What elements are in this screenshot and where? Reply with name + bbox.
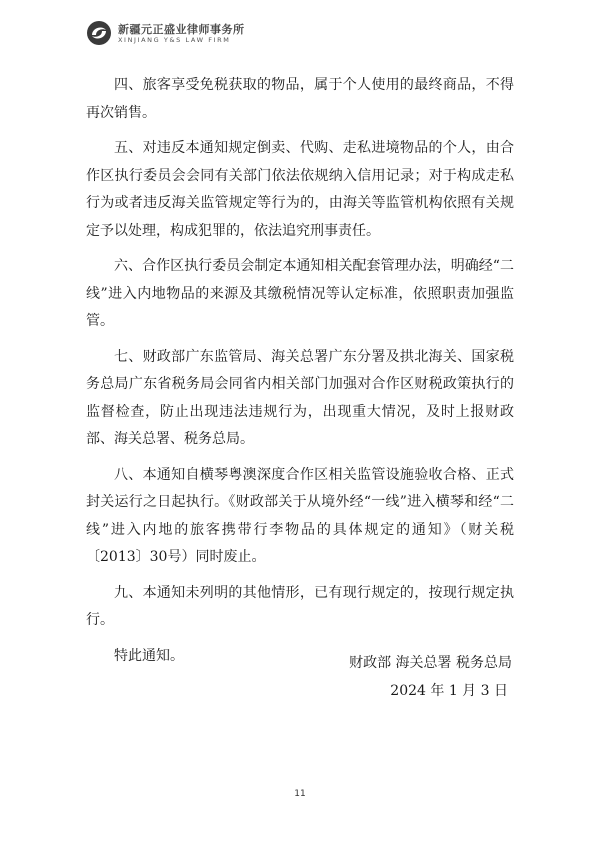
firm-name: 新疆元正盛业律师事务所 <box>118 23 245 36</box>
letterhead <box>86 18 386 50</box>
document-body <box>86 72 514 670</box>
swirl-logo-icon <box>86 20 112 46</box>
paragraph-4: 四、旅客享受免税获取的物品，属于个人使用的最终商品，不得再次销售。 <box>86 77 514 121</box>
paragraph-5: 五、对违反本通知规定倒卖、代购、走私进境物品的个人，由合作区执行委员会会同有关部门依法依规纳入信用记录；对于构成走私行为或者违反海关监管规定等行为的，由海关等监管机构依照有关规定予以处理，构成犯罪的，依法追究刑事责任。 <box>86 140 514 239</box>
paragraph-6: 六、合作区执行委员会制定本通知相关配套管理办法，明确经“二线”进入内地物品的来源及其缴税情况等认定标准，依照职责加强监管。 <box>86 258 514 329</box>
issuing-authorities: 财政部 海关总署 税务总局 <box>349 655 512 671</box>
paragraph-8: 八、本通知自横琴粤澳深度合作区相关监管设施验收合格、正式封关运行之日起执行。《财政部关于从境外经“一线”进入横琴和经“二线”进入内地的旅客携带行李物品的具体规定的通知》（财关税〔2013〕30号）同时废止。 <box>86 466 514 565</box>
paragraph-7: 七、财政部广东监管局、海关总署广东分署及拱北海关、国家税务总局广东省税务局会同省内相关部门加强对合作区财税政策执行的监督检查，防止出现违法违规行为，出现重大情况，及时上报财政部、海关总署、税务总局。 <box>86 348 514 447</box>
closing-notice: 特此通知。 <box>114 647 184 664</box>
page-number: 11 <box>294 789 306 799</box>
firm-name-english: XINJIANG Y&S LAW FIRM <box>118 36 231 44</box>
paragraph-9: 九、本通知未列明的其他情形，已有现行规定的，按现行规定执行。 <box>86 584 514 628</box>
issue-date: 2024 年 1 月 3 日 <box>390 683 508 699</box>
